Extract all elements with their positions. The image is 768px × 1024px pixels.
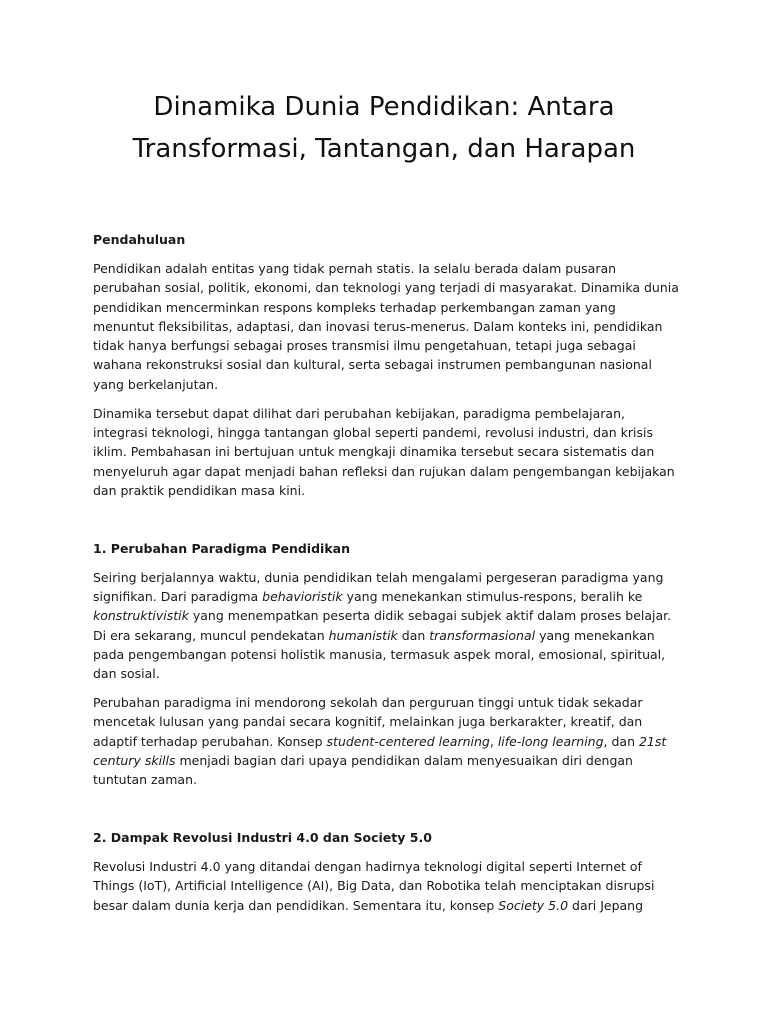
italic-term: life-long learning: [497, 734, 604, 749]
text-run: signifikan. Dari paradigma: [93, 589, 263, 604]
text-line: integrasi teknologi, hingga tantangan global seperti pandemi, revolusi industri, dan krisis: [93, 425, 653, 440]
text-line: menuntut fleksibilitas, adaptasi, dan inovasi terus-menerus. Dalam konteks ini, pendidikan: [93, 319, 663, 334]
text-line: perubahan sosial, politik, ekonomi, dan teknologi yang terjadi di masyarakat. Dinamika dunia: [93, 280, 679, 295]
document-title-line-1: Dinamika Dunia Pendidikan: Antara: [153, 92, 615, 122]
text-line: Perubahan paradigma ini mendorong sekolah dan perguruan tinggi untuk tidak sekadar: [93, 695, 643, 710]
text-line: [93, 736, 666, 749]
text-run: , dan: [603, 734, 639, 749]
text-line: dan praktik pendidikan masa kini.: [93, 483, 306, 498]
text-line: Things (IoT), Artificial Intelligence (AI), Big Data, dan Robotika telah menciptakan disrupsi: [93, 878, 655, 893]
text-run: yang menekankan stimulus-respons, beralih ke: [342, 589, 643, 604]
text-line: pendidikan mencerminkan respons kompleks terhadap perkembangan zaman yang: [93, 300, 616, 315]
text-line: dan sosial.: [93, 666, 160, 681]
text-run: menjadi bagian dari upaya pendidikan dalam menyesuaikan diri dengan: [175, 753, 633, 768]
italic-term: humanistik: [328, 628, 398, 643]
italic-term: century skills: [93, 753, 176, 768]
text-line: tidak hanya berfungsi sebagai proses transmisi ilmu pengetahuan, tetapi juga sebagai: [93, 338, 636, 353]
text-run: Di era sekarang, muncul pendekatan: [93, 628, 329, 643]
text-run: besar dalam dunia kerja dan pendidikan. Sementara itu, konsep: [93, 898, 499, 913]
text-run: adaptif terhadap perubahan. Konsep: [93, 734, 327, 749]
text-line: [93, 630, 655, 643]
italic-term: 21st: [638, 734, 667, 749]
document-title-line-2: Transformasi, Tantangan, dan Harapan: [132, 134, 636, 164]
text-line: menyeluruh agar dapat menjadi bahan refleksi dan rujukan dalam pengembangan kebijakan: [93, 464, 675, 479]
text-run: dari Jepang: [568, 898, 644, 913]
italic-term: behavioristik: [262, 589, 343, 604]
text-line: pada pengembangan potensi holistik manusia, termasuk aspek moral, emosional, spiritual,: [93, 647, 666, 662]
text-line: [93, 610, 671, 623]
text-line: iklim. Pembahasan ini bertujuan untuk mengkaji dinamika tersebut secara sistematis dan: [93, 444, 655, 459]
italic-term: transformasional: [429, 628, 536, 643]
text-line: [93, 591, 642, 604]
text-line: Dinamika tersebut dapat dilihat dari perubahan kebijakan, paradigma pembelajaran,: [93, 406, 625, 421]
text-line: Revolusi Industri 4.0 yang ditandai dengan hadirnya teknologi digital seperti Internet of: [93, 859, 642, 874]
section-heading-pendahuluan: Pendahuluan: [93, 232, 186, 247]
italic-term: Society 5.0: [498, 898, 569, 913]
text-line: wahana rekonstruksi sosial dan kultural, serta sebagai instrumen pembangunan nasional: [93, 357, 652, 372]
section-heading-paradigma: 1. Perubahan Paradigma Pendidikan: [93, 541, 350, 556]
text-line: Pendidikan adalah entitas yang tidak pernah statis. Ia selalu berada dalam pusaran: [93, 261, 617, 276]
text-line: yang berkelanjutan.: [93, 377, 219, 392]
text-run: ,: [489, 734, 498, 749]
text-line: Seiring berjalannya waktu, dunia pendidikan telah mengalami pergeseran paradigma yang: [93, 570, 664, 585]
text-line: tuntutan zaman.: [93, 772, 197, 787]
text-line: [93, 900, 643, 913]
text-run: yang menekankan: [535, 628, 655, 643]
text-line: [93, 755, 633, 768]
text-run: yang menempatkan peserta didik sebagai subjek aktif dalam proses belajar.: [188, 608, 672, 623]
section-heading-revolusi-industri: 2. Dampak Revolusi Industri 4.0 dan Society 5.0: [93, 830, 432, 845]
italic-term: konstruktivistik: [93, 608, 189, 623]
text-run: dan: [397, 628, 430, 643]
italic-term: student-centered learning: [326, 734, 490, 749]
text-line: mencetak lulusan yang pandai secara kognitif, melainkan juga berkarakter, kreatif, dan: [93, 714, 643, 729]
